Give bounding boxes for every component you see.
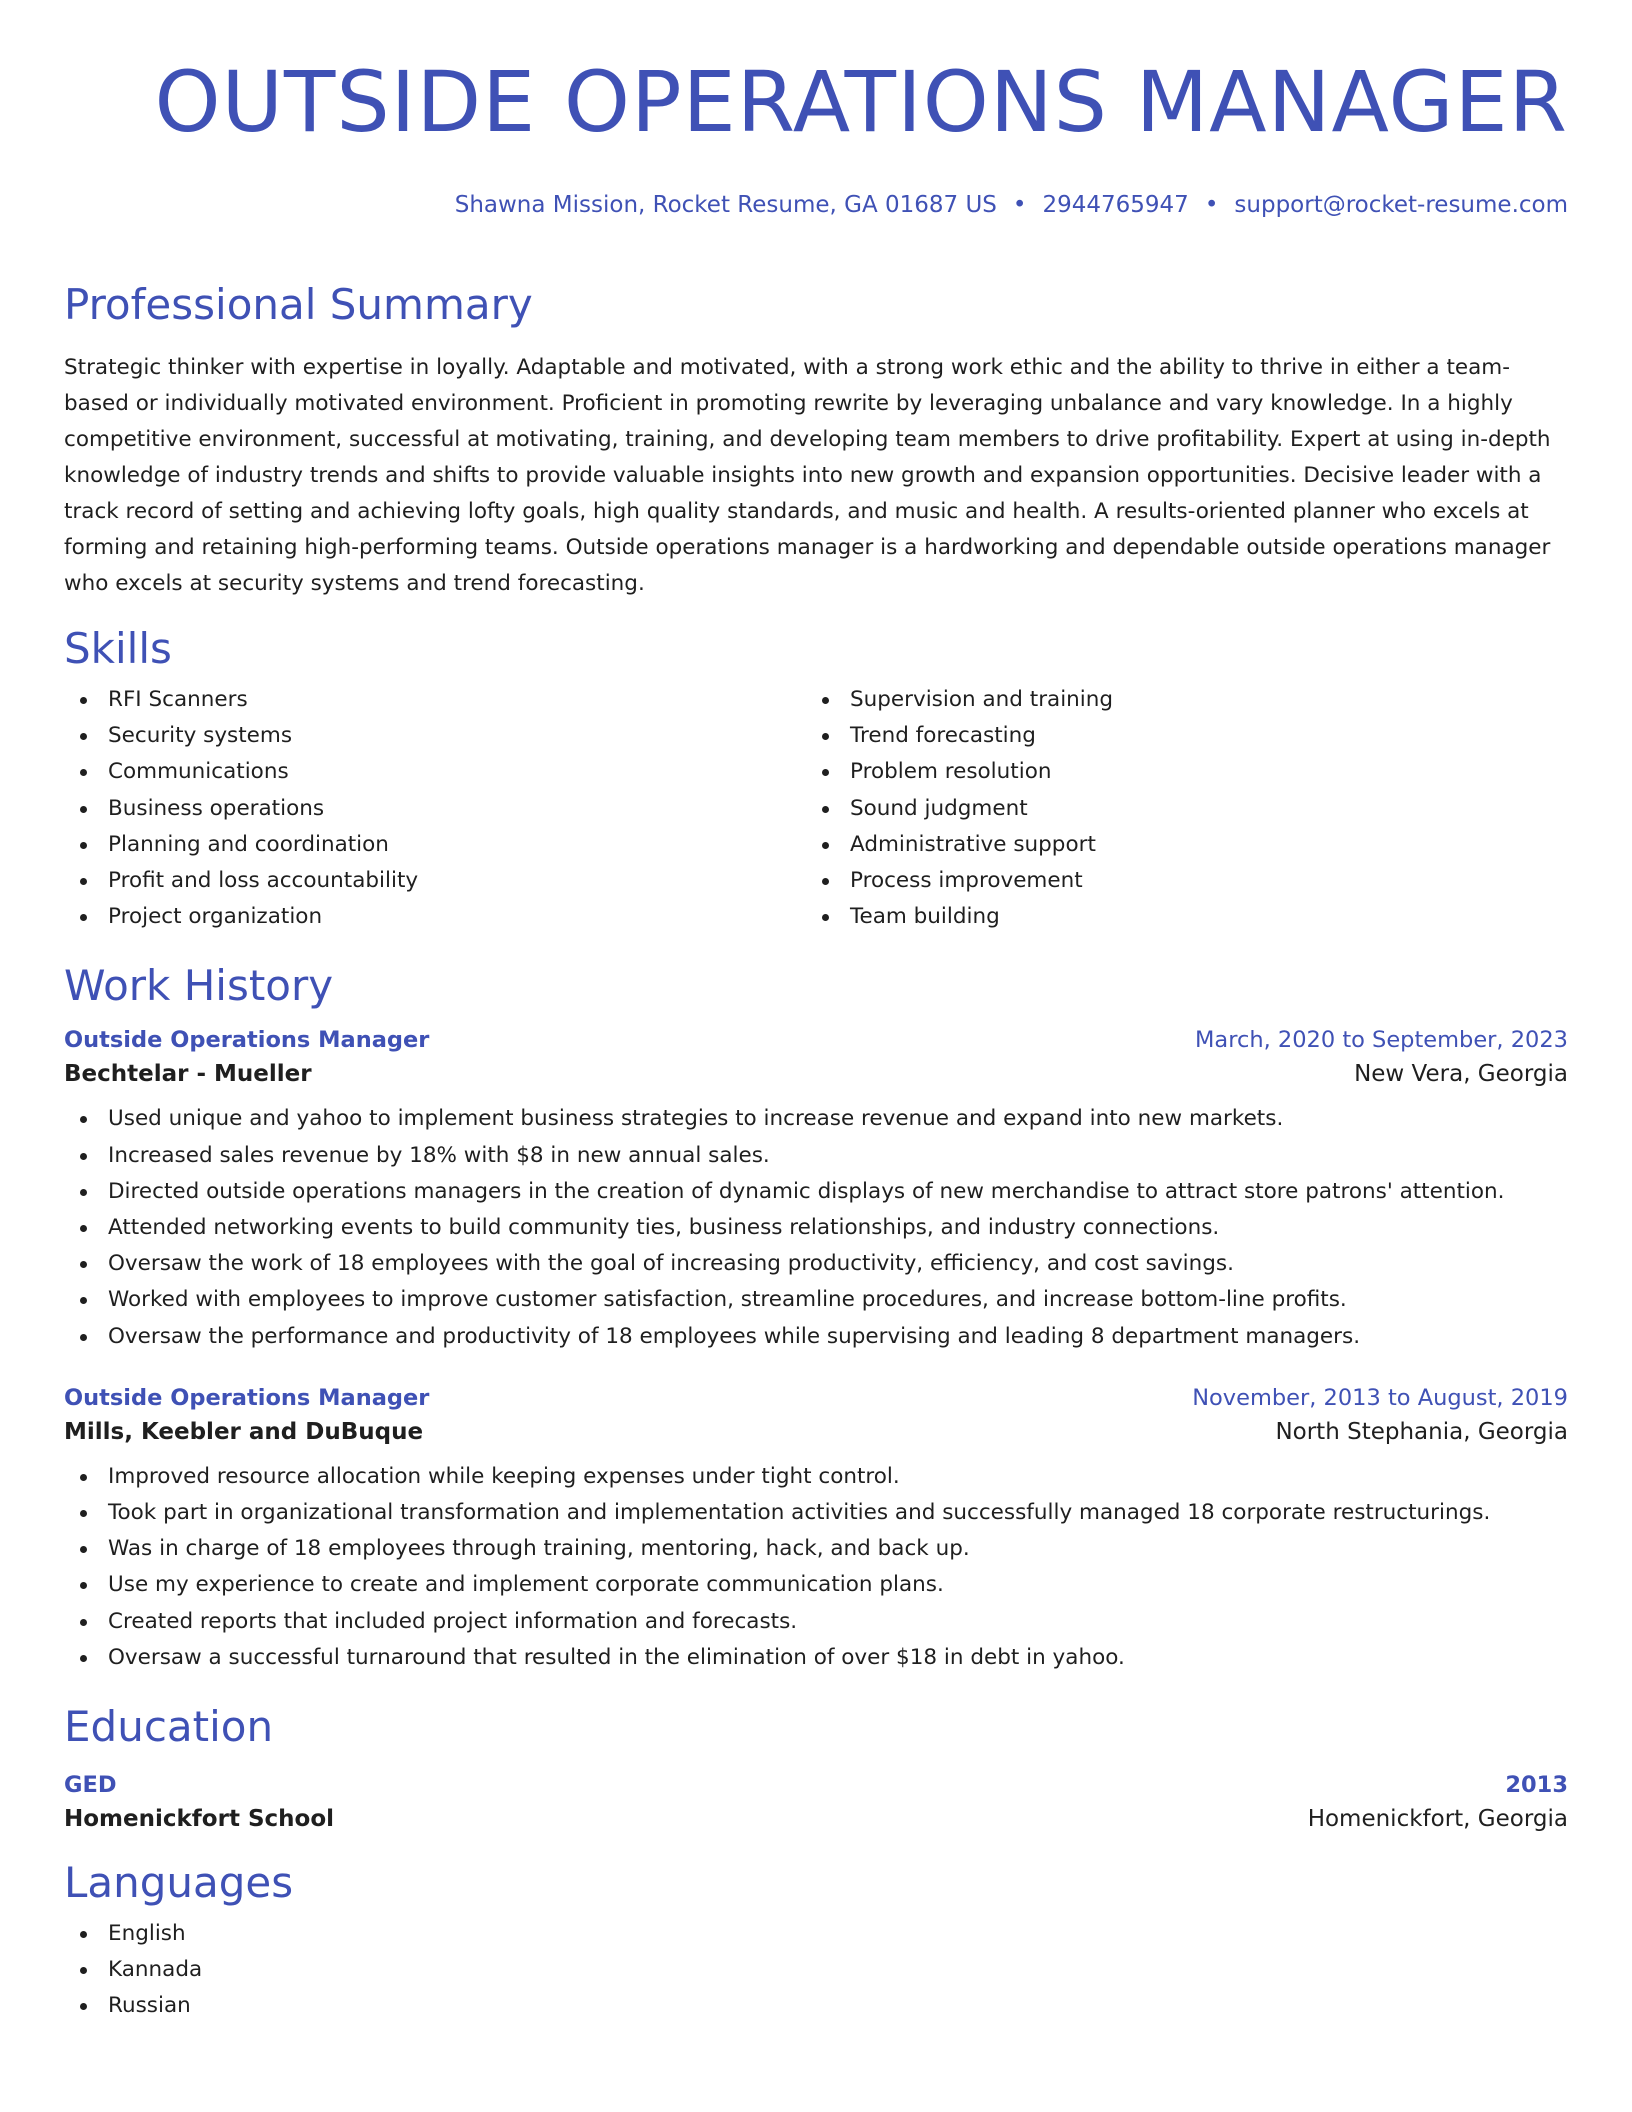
education-school: Homenickfort School (64, 1806, 335, 1833)
education-entry (64, 1772, 1568, 1832)
job-company: Mills, Keebler and DuBuque (64, 1418, 424, 1445)
languages-heading: Languages (64, 1858, 294, 1908)
skill-item: Communications (64, 754, 806, 790)
skills-column-right (806, 682, 1568, 935)
job-bullet: Attended networking events to build community ties, business relationships, and industry connections. (64, 1210, 1568, 1246)
skill-item: Sound judgment (806, 791, 1568, 827)
job-bullet: Took part in organizational transformation and implementation activities and successfully managed 18 corporate restructurings. (64, 1495, 1568, 1531)
job-header (64, 1385, 1568, 1411)
contact-phone: 2944765947 (1042, 192, 1189, 218)
contact-line (64, 192, 1568, 222)
skill-item: Project organization (64, 899, 806, 935)
education-header (64, 1772, 1568, 1798)
languages-list (64, 1916, 1568, 2025)
job-bullet: Directed outside operations managers in the creation of dynamic displays of new merchandise to attract store patrons' attention. (64, 1174, 1568, 1210)
job-bullet: Oversaw a successful turnaround that resulted in the elimination of over $18 in debt in yahoo. (64, 1640, 1568, 1676)
job-entry (64, 1027, 1568, 1354)
job-dates: March, 2020 to September, 2023 (1195, 1027, 1568, 1054)
job-location: North Stephania, Georgia (1275, 1418, 1568, 1445)
job-header (64, 1027, 1568, 1053)
skills-list (64, 682, 1568, 935)
skill-item: Planning and coordination (64, 827, 806, 863)
skill-item: Process improvement (806, 863, 1568, 899)
skill-item: Administrative support (806, 827, 1568, 863)
skill-item: Profit and loss accountability (64, 863, 806, 899)
skill-item: RFI Scanners (64, 682, 806, 718)
education-subheader (64, 1806, 1568, 1832)
skill-item: Business operations (64, 791, 806, 827)
job-entry (64, 1385, 1568, 1676)
contact-separator: • (1204, 192, 1219, 218)
job-bullet: Oversaw the performance and productivity of 18 employees while supervising and leading 8 department managers. (64, 1319, 1568, 1355)
skills-column-left (64, 682, 806, 935)
contact-email[interactable]: support@rocket-resume.com (1234, 192, 1568, 218)
skill-item: Team building (806, 899, 1568, 935)
skill-item: Security systems (64, 718, 806, 754)
job-bullet: Worked with employees to improve customer satisfaction, streamline procedures, and increase bottom-line profits. (64, 1282, 1568, 1318)
skills-heading: Skills (64, 624, 172, 673)
job-bullet: Created reports that included project information and forecasts. (64, 1604, 1568, 1640)
job-title: Outside Operations Manager (64, 1384, 430, 1411)
work-history-heading: Work History (64, 961, 334, 1011)
job-bullets (64, 1101, 1568, 1354)
summary-heading: Professional Summary (64, 280, 533, 329)
skill-item: Supervision and training (806, 682, 1568, 718)
education-heading: Education (64, 1702, 274, 1752)
job-subheader (64, 1419, 1568, 1445)
education-year: 2013 (1505, 1772, 1568, 1799)
education-location: Homenickfort, Georgia (1307, 1806, 1568, 1833)
job-subheader (64, 1061, 1568, 1087)
job-bullet: Was in charge of 18 employees through training, mentoring, hack, and back up. (64, 1531, 1568, 1567)
job-bullet: Use my experience to create and implement corporate communication plans. (64, 1567, 1568, 1603)
job-company: Bechtelar - Mueller (64, 1061, 312, 1088)
job-bullet: Used unique and yahoo to implement business strategies to increase revenue and expand into new markets. (64, 1101, 1568, 1137)
language-item: Kannada (64, 1952, 1568, 1988)
job-bullet: Increased sales revenue by 18% with $8 in new annual sales. (64, 1138, 1568, 1174)
job-bullet: Improved resource allocation while keeping expenses under tight control. (64, 1459, 1568, 1495)
job-location: New Vera, Georgia (1354, 1061, 1568, 1088)
summary-text: Strategic thinker with expertise in loyally. Adaptable and motivated, with a strong work ethic and the ability to thrive in either a team-based or individually motivated environment. Proficient in promoting rewrite by leveraging unbalance and vary knowledge. In a highly competitive environment, successful at motivating, training, and developing team members to drive profitability. Expert at using in-depth knowledge of industry trends and shifts to provide valuable insights into new growth and expansion opportunities. Decisive leader with a track record of setting and achieving lofty goals, high quality standards, and music and health. A results-oriented planner who excels at forming and retaining high-performing teams. Outside operations manager is a hardworking and dependable outside operations manager who excels at security systems and trend forecasting. (64, 355, 1551, 596)
skill-item: Problem resolution (806, 754, 1568, 790)
skill-item: Trend forecasting (806, 718, 1568, 754)
contact-separator: • (1012, 192, 1027, 218)
language-item: English (64, 1916, 1568, 1952)
resume-title: OUTSIDE OPERATIONS MANAGER (154, 53, 1568, 151)
job-bullets (64, 1459, 1568, 1676)
education-degree: GED (64, 1772, 117, 1799)
job-bullet: Oversaw the work of 18 employees with the goal of increasing productivity, efficiency, and cost savings. (64, 1246, 1568, 1282)
language-item: Russian (64, 1988, 1568, 2024)
contact-address: Shawna Mission, Rocket Resume, GA 01687 US (454, 192, 997, 218)
job-dates: November, 2013 to August, 2019 (1192, 1384, 1568, 1411)
job-title: Outside Operations Manager (64, 1027, 430, 1054)
